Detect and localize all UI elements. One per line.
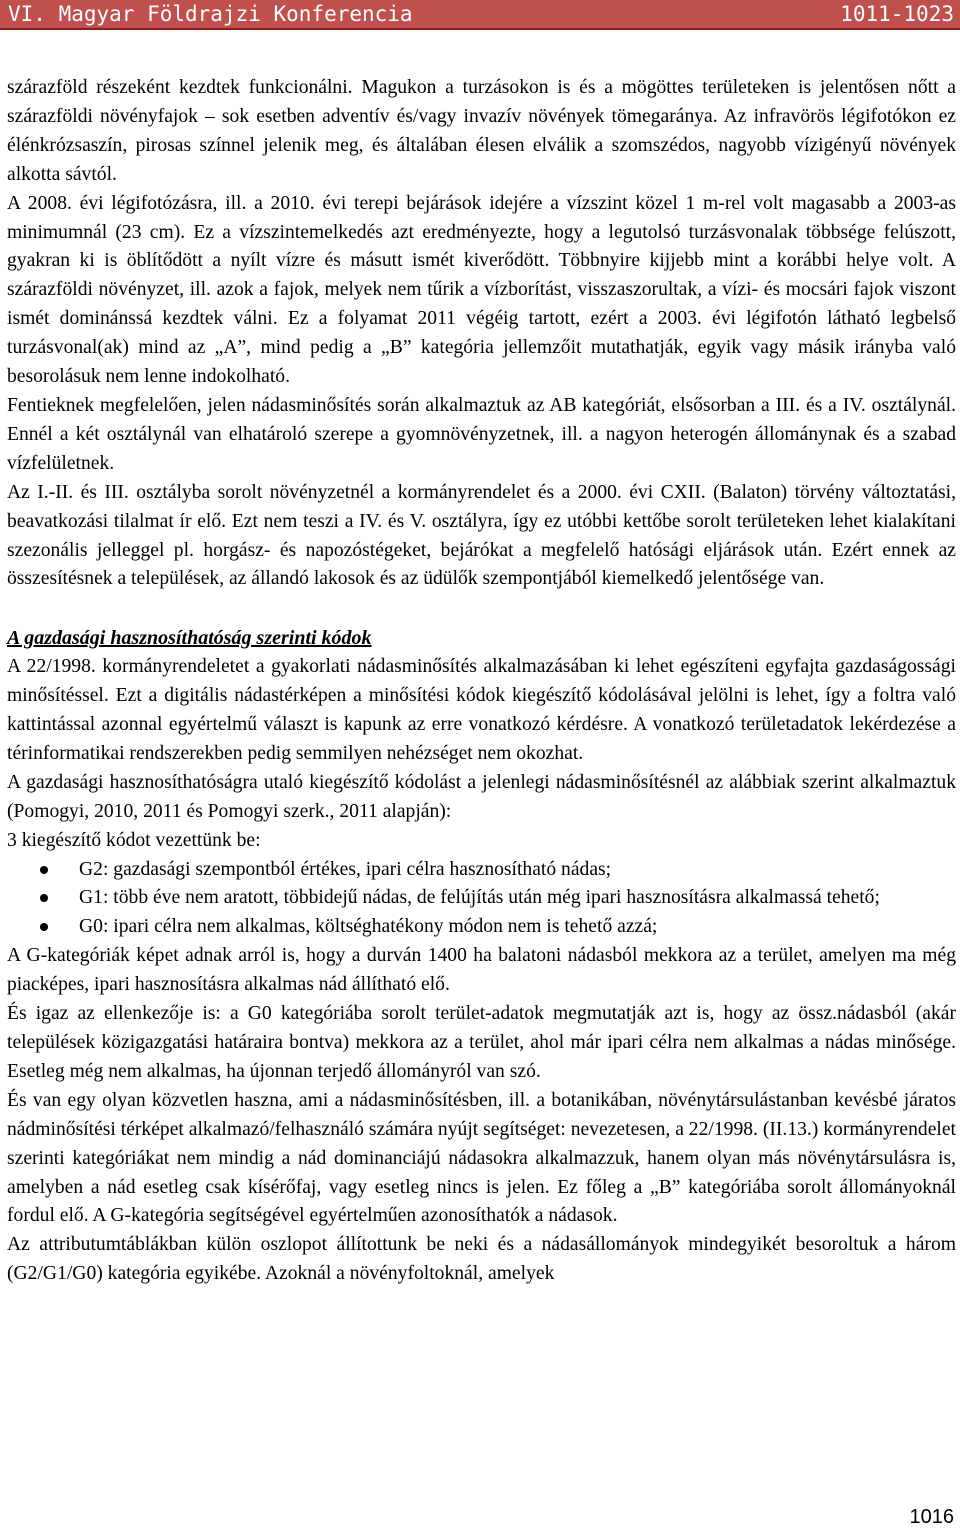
list-item-text: G1: több éve nem aratott, többidejű nádas, de felújítás után még ipari hasznosításra alkalmassá tehető; [79,887,880,909]
paragraph: A 22/1998. kormányrendeletet a gyakorlati nádasminősítés alkalmazásában ki lehet egészíteni egyfajta gazdaságossági minősítéssel. Ezt a digitális nádastérképen a minősítési kódok kiegészítő kódolásával jelölni is lehet, így a foltra való kattintással azonnal egyértelmű választ is kapunk az erre vonatkozó kérdésre. A vonatkozó területadatok lekérdezése a térinformatikai rendszerekben pedig semmilyen nehézséget nem okozhat. [7,656,956,764]
conference-title: VI. Magyar Földrajzi Konferencia [8,2,413,26]
paragraph: A 2008. évi légifotózásra, ill. a 2010. évi terepi bejárások idejére a vízszint közel 1 m-rel volt magasabb a 2003-as minimumnál (23 cm). Ez a vízszintemelkedés azt eredményezte, hogy a legutolsó turzásvonalak többsége felúszott, gyakran ki is öblítődött a nyílt vízre és másutt ismét kiverődött. Többnyire kijjebb mint a korábbi helye volt. A szárazföldi növényzet, ill. azok a fajok, melyek nem tűrik a vízborítást, visszaszorultak, a vízi- és mocsári fajok viszont ismét dominánssá kezdtek válni. Ez a folyamat 2011 végéig tartott, ezért a 2003. évi légifotón látható legbelső turzásvonal(ak) mind az „A”, mind pedig a „B” kategória jellemzőit mutathatják, egyik vagy másik irányba való besorolásuk nem lenne indokolható. [7,192,956,388]
list-item-text: G2: gazdasági szempontból értékes, ipari célra hasznosítható nádas; [79,858,612,880]
section-heading: A gazdasági hasznosíthatóság szerinti kódok [7,627,372,650]
bullet-icon [40,894,48,902]
bullet-icon [40,923,48,931]
page-range: 1011-1023 [840,2,954,26]
paragraph: 3 kiegészítő kódot vezettünk be: [7,829,261,851]
paragraph: A gazdasági hasznosíthatóságra utaló kiegészítő kódolást a jelenlegi nádasminősítésnél az alábbiak szerint alkalmaztuk (Pomogyi, 2010, 2011 és Pomogyi szerk., 2011 alapján): [7,771,956,822]
paragraph: Fentieknek megfelelően, jelen nádasminősítés során alkalmaztuk az AB kategóriát, elsősorban a III. és a IV. osztálynál. Ennél a két osztálynál van elhatároló szerepe a gyomnövényzetnek, ill. a nagyon heterogén állománynak és a szabad vízfelületnek. [7,394,956,474]
paragraph: És igaz az ellenkezője is: a G0 kategóriába sorolt terület-adatok megmutatják azt is, hogy az össz.nádasból (akár települések közigazgatási határaira bontva) mekkora az a terület, ahol már ipari célra nem alkalmas a nádas minősége. Esetleg még nem alkalmas, ha újonnan terjedő állományról van szó. [7,1003,956,1082]
document-body [0,30,960,1289]
paragraph: És van egy olyan közvetlen haszna, ami a nádasminősítésben, ill. a botanikában, növénytársulástanban kevésbé járatos nádminősítési térképet alkalmazó/felhasználó számára nyújt segítséget: nevezetesen, a 22/1998. (II.13.) kormányrendelet szerinti kategóriákat nem mindig a nád dominanciájú nádasokra alkalmazzuk, hanem olyan más növénytársulásra is, amelyben a nád esetleg csak kísérőfaj, vagy esetleg nincs is jelen. Ez főleg a „B” kategóriába sorolt állományoknál fordul elő. A G-kategória segítségével egyértelműen azonosíthatók a nádasok. [7,1089,956,1227]
list-item [7,856,956,885]
bullet-icon [40,866,48,874]
list-item [7,913,956,942]
paragraph: szárazföld részeként kezdtek funkcionálni. Magukon a turzásokon is és a mögöttes területeken is jelentősen nőtt a szárazföldi növényfajok – sok esetben adventív és/vagy invazív növények tömegaránya. Az infravörös légifotókon ez élénkrózsaszín, pirosas színnel jelenik meg, és általában élesen elválik a szomszédos, nagyobb vízigényű növények alkotta sávtól. [7,77,956,185]
paragraph: A G-kategóriák képet adnak arról is, hogy a durván 1400 ha balatoni nádasból mekkora az a terület, amelyen ma még piacképes, ipari hasznosításra alkalmas nád állítható elő. [7,945,956,996]
paragraph: Az I.-II. és III. osztályba sorolt növényzetnél a kormányrendelet és a 2000. évi CXII. (Balaton) törvény változtatási, beavatkozási tilalmat ír elő. Ezt nem teszi a IV. és V. osztályra, így ez utóbbi kettőbe sorolt területeken lehet kialakítani szezonális jelleggel pl. horgász- és napozóstégeket, bejárókat a megfelelő hatósági eljárások után. Ezért ennek az összesítésnek a települések, az állandó lakosok és az üdülők szempontjából kiemelkedő jelentősége van. [7,481,956,590]
paragraph: Az attributumtáblákban külön oszlopot állítottunk be neki és a nádasállományok mindegyikét besoroltuk a három (G2/G1/G0) kategória egyikébe. Azoknál a növényfoltoknál, amelyek [7,1234,956,1285]
list-item [7,884,956,913]
code-list [7,856,956,943]
page-header [0,0,960,28]
list-item-text: G0: ipari célra nem alkalmas, költséghatékony módon nem is tehető azzá; [79,916,658,938]
section-spacer [7,594,956,624]
page-number: 1016 [909,1506,954,1528]
